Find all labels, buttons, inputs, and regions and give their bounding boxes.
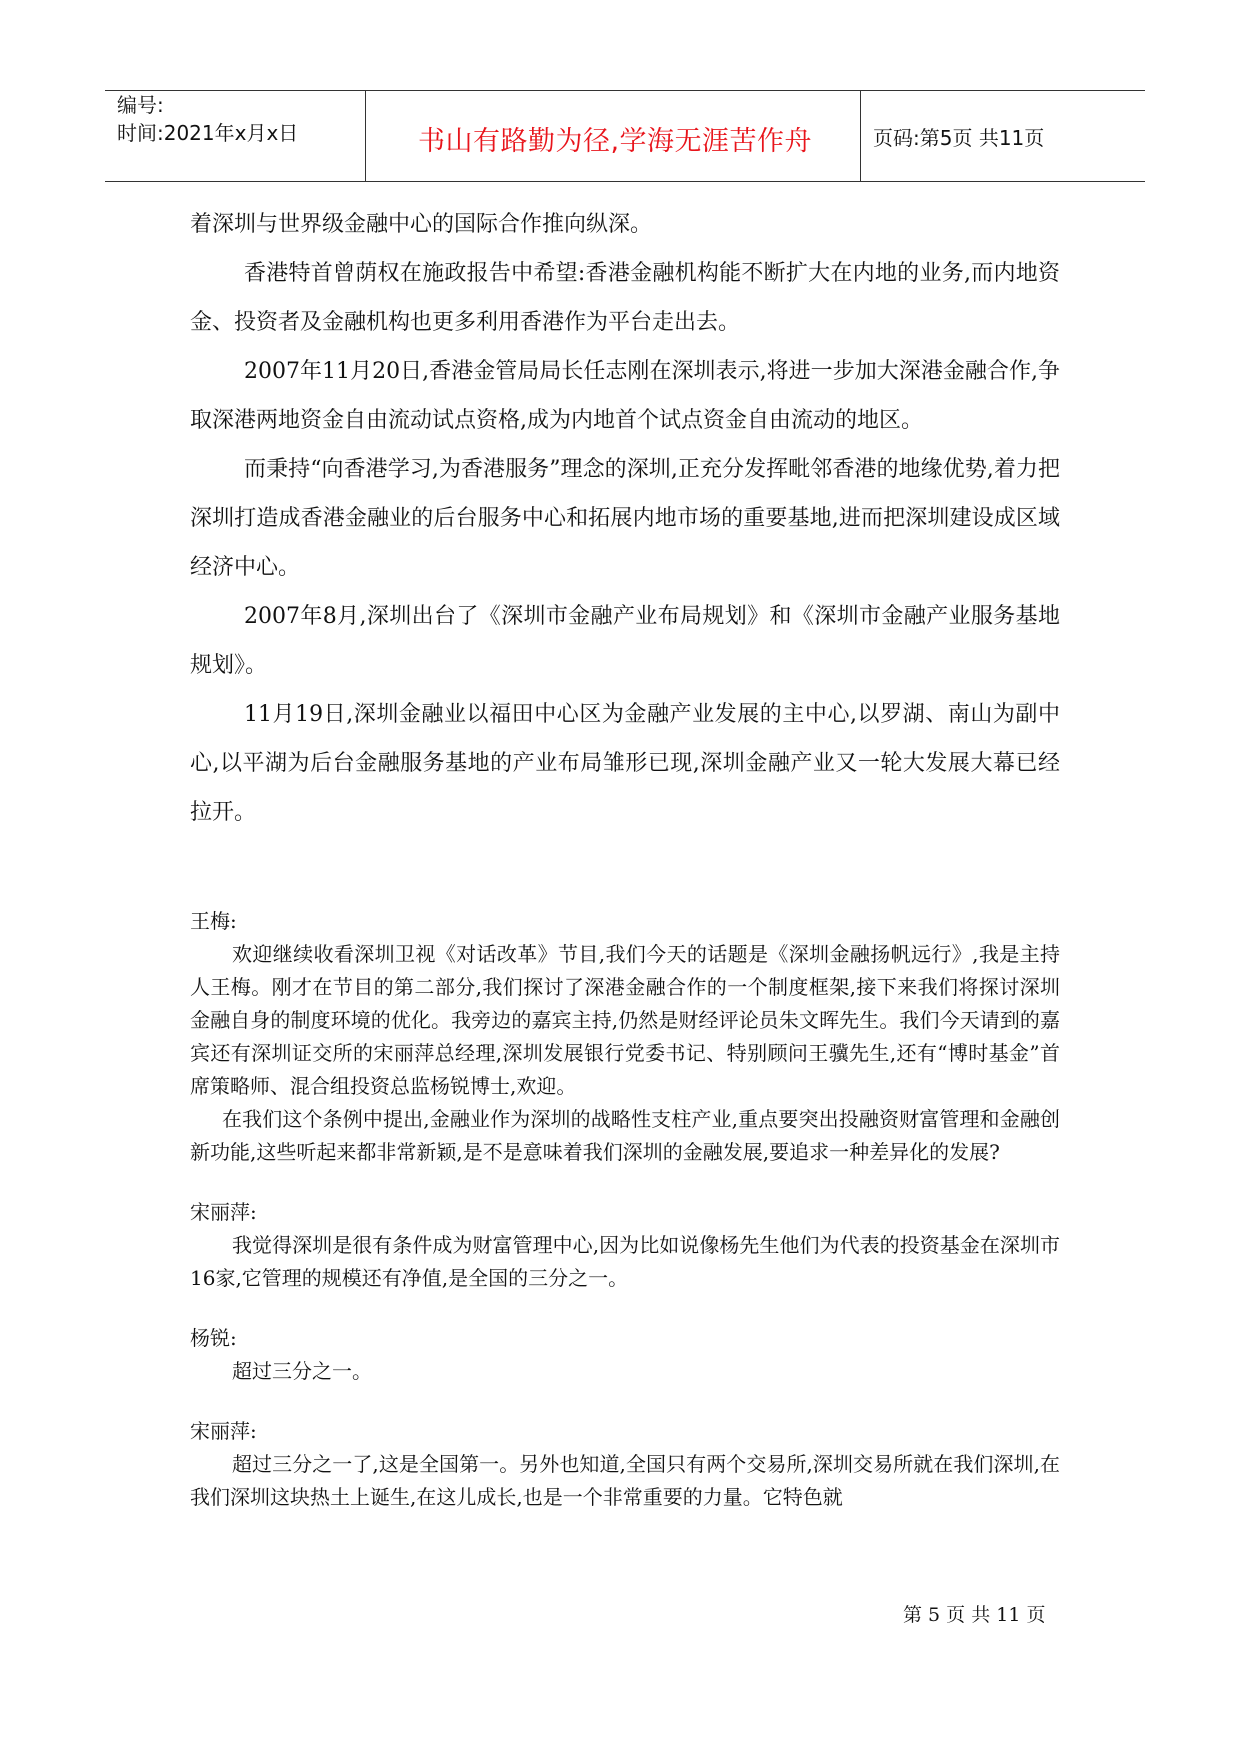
section-gap xyxy=(190,1388,1060,1415)
article-body xyxy=(190,200,1060,837)
page-footer: 第 5 页 共 11 页 xyxy=(903,1604,1046,1626)
speech-text: 在我们这个条例中提出,金融业作为深圳的战略性支柱产业,重点要突出投融资财富管理和金融创新功能,这些听起来都非常新颖,是不是意味着我们深圳的金融发展,要追求一种差异化的发展? xyxy=(190,1107,1060,1164)
speech-text: 超过三分之一。 xyxy=(232,1359,372,1383)
speech-text: 我觉得深圳是很有条件成为财富管理中心,因为比如说像杨先生他们为代表的投资基金在深圳市16家,它管理的规模还有净值,是全国的三分之一。 xyxy=(190,1233,1060,1290)
document-time-label: 时间:2021年x月x日 xyxy=(117,121,299,145)
page-header xyxy=(105,90,1145,182)
section-gap xyxy=(190,1169,1060,1196)
speech-text: 欢迎继续收看深圳卫视《对话改革》节目,我们今天的话题是《深圳金融扬帆远行》,我是主持人王梅。刚才在节目的第二部分,我们探讨了深港金融合作的一个制度框架,接下来我们将探讨深圳金融自身的制度环境的优化。我旁边的嘉宾主持,仍然是财经评论员朱文晖先生。我们今天请到的嘉宾还有深圳证交所的宋丽萍总经理,深圳发展银行党委书记、特别顾问王骥先生,还有“博时基金”首席策略师、混合组投资总监杨锐博士,欢迎。 xyxy=(190,942,1060,1098)
header-motto: 书山有路勤为径,学海无涯苦作舟 xyxy=(417,126,813,157)
article-paragraph: 着深圳与世界级金融中心的国际合作推向纵深。 xyxy=(190,212,653,237)
header-meta xyxy=(117,91,298,147)
interview-transcript xyxy=(190,905,1060,1514)
header-divider-left xyxy=(365,91,366,181)
article-paragraph: 11月19日,深圳金融业以福田中心区为金融产业发展的主中心,以罗湖、南山为副中心,以平湖为后台金融服务基地的产业布局雏形已现,深圳金融产业又一轮大发展大幕已经拉开。 xyxy=(190,702,1060,825)
header-page-info: 页码:第5页 共11页 xyxy=(873,126,1045,150)
header-divider-right xyxy=(860,91,861,181)
article-paragraph: 2007年8月,深圳出台了《深圳市金融产业布局规划》和《深圳市金融产业服务基地规划》。 xyxy=(190,604,1060,678)
article-paragraph: 香港特首曾荫权在施政报告中希望:香港金融机构能不断扩大在内地的业务,而内地资金、投资者及金融机构也更多利用香港作为平台走出去。 xyxy=(190,261,1060,335)
speaker-name: 王梅: xyxy=(190,909,237,933)
article-paragraph: 2007年11月20日,香港金管局局长任志刚在深圳表示,将进一步加大深港金融合作,争取深港两地资金自由流动试点资格,成为内地首个试点资金自由流动的地区。 xyxy=(190,359,1060,433)
speaker-name: 杨锐: xyxy=(190,1326,237,1350)
speaker-name: 宋丽萍: xyxy=(190,1419,257,1443)
speech-text: 超过三分之一了,这是全国第一。另外也知道,全国只有两个交易所,深圳交易所就在我们深圳,在我们深圳这块热土上诞生,在这儿成长,也是一个非常重要的力量。它特色就 xyxy=(190,1452,1060,1509)
article-paragraph: 而秉持“向香港学习,为香港服务”理念的深圳,正充分发挥毗邻香港的地缘优势,着力把深圳打造成香港金融业的后台服务中心和拓展内地市场的重要基地,进而把深圳建设成区域经济中心。 xyxy=(190,457,1060,580)
section-gap xyxy=(190,1295,1060,1322)
document-number-label: 编号: xyxy=(117,93,164,117)
speaker-name: 宋丽萍: xyxy=(190,1200,257,1224)
